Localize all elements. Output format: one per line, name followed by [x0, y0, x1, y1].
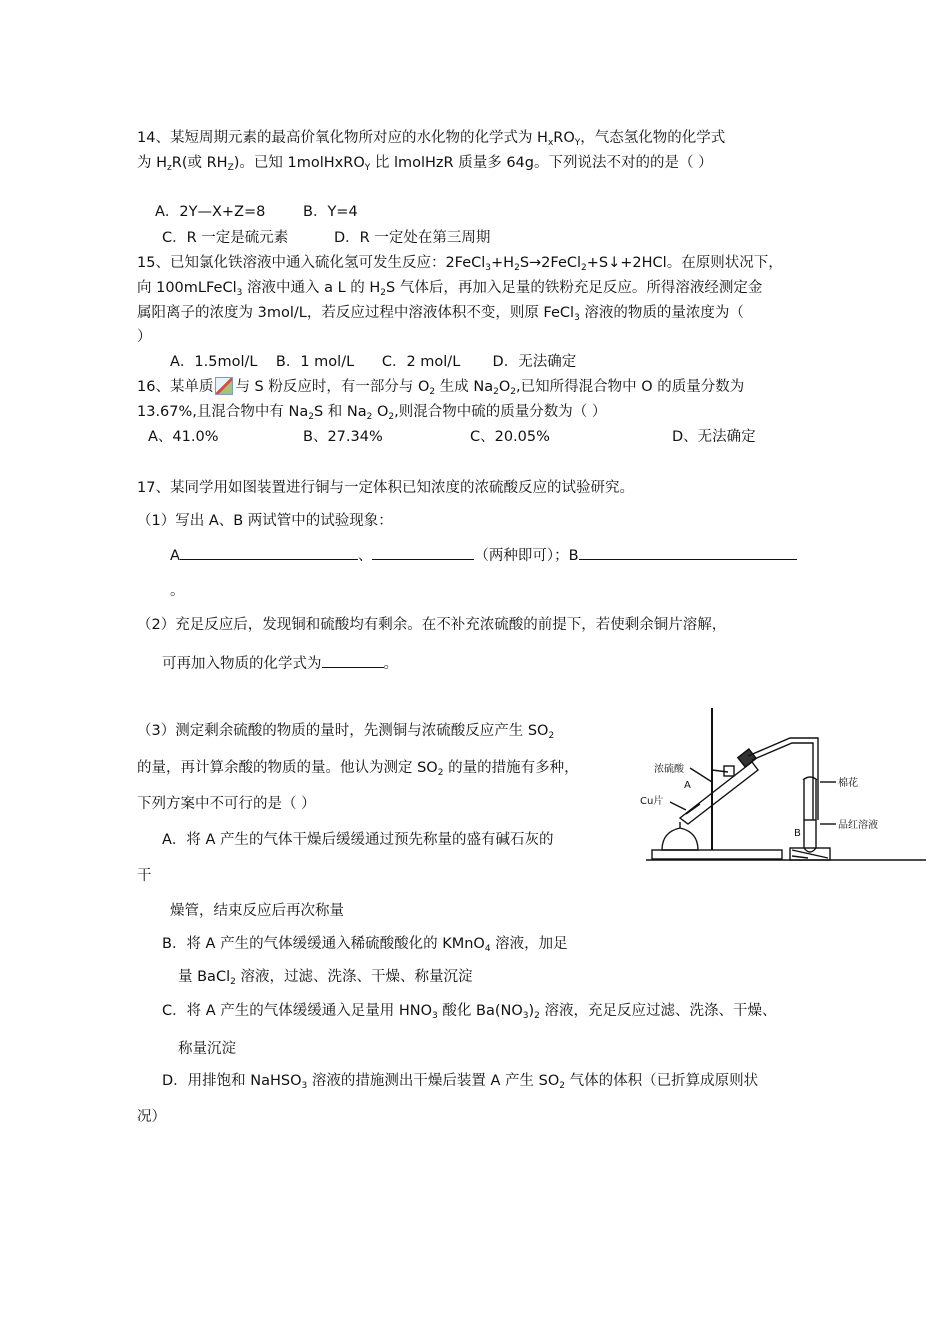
q17-option-b-line1: B．将 A 产生的气体缓缓通入稀硫酸酸化的 KMnO$_4$ 溶液，加足: [162, 936, 568, 954]
q17-option-d-line2: 况）: [137, 1109, 166, 1125]
test-tube-b: [804, 780, 816, 852]
q17-part1: （1）写出 A、B 两试管中的试验现象：: [137, 513, 393, 529]
answer-blank-a1[interactable]: [180, 544, 358, 560]
q16-option-c: C、20.05%: [470, 429, 550, 445]
q17-part3-line1: （3）测定剩余硫酸的物质的量时，先测铜与浓硫酸反应产生 $SO_2$: [137, 723, 555, 741]
answer-blank-b[interactable]: [579, 544, 797, 560]
q17-option-b-line2: 量 BaCl$_2$ 溶液，过滤、洗涤、干燥、称量沉淀: [178, 969, 473, 987]
label-cotton: 棉花: [838, 778, 858, 789]
q16-line1: 16、某单质 与 S 粉反应时，有一部分与 $O_2$ 生成 $Na_2O_2$,已知所得混合物中 O 的质量分数为: [137, 379, 745, 397]
q16-option-a: A、41.0%: [148, 429, 219, 445]
label-b: B: [794, 828, 801, 839]
label-a: A: [684, 780, 691, 791]
label-cu: Cu片: [640, 796, 664, 807]
q17-part1-answer-line: A 、 （两种即可）；B: [170, 544, 797, 566]
answer-blank-formula[interactable]: [322, 652, 384, 668]
apparatus-diagram: [640, 700, 930, 865]
q15-line3: 属阳离子的浓度为 3mol/L，若反应过程中溶液体积不变，则原 FeCl$_3$ 溶液的物质的量浓度为（: [137, 305, 744, 323]
q15-line2: 向 100mLFeCl$_3$ 溶液中通入 a L 的 $H_2S$ 气体后，再加入足量的铁粉充足反应。所得溶液经测定金: [137, 280, 763, 298]
broken-image-icon: [215, 377, 233, 395]
q14-line1: 14、某短周期元素的最高价氧化物所对应的水化物的化学式为 $H_xRO_Y$，气态氢化物的化学式: [137, 130, 726, 148]
q17-option-c-line1: C．将 A 产生的气体缓缓通入足量用 $HNO_3$ 酸化 $Ba(NO_3)_2$ 溶液，充足反应过滤、洗涤、干燥、: [162, 1003, 777, 1021]
q15-options: A．1.5mol/L B．1 mol/L C．2 mol/L D．无法确定: [170, 354, 577, 370]
q17-part1-end: 。: [170, 583, 185, 599]
label-solution: 品红溶液: [838, 820, 878, 831]
q16-line2: 13.67%,且混合物中有 $Na_2S$ 和 $Na_2$ $O_2$,则混合物中硫的质量分数为（ ）: [137, 404, 607, 422]
alcohol-lamp: [662, 828, 698, 850]
q16-option-b: B、27.34%: [303, 429, 383, 445]
stand-base: [652, 850, 782, 859]
label-acid: 浓硫酸: [654, 764, 684, 775]
q17-option-a-line1: A．将 A 产生的气体干燥后缓缓通过预先称量的盛有碱石灰的: [162, 832, 554, 848]
q14-option-d: D．R 一定处在第三周期: [334, 230, 491, 246]
q17-part3-line2: 的量，再计算余酸的物质的量。他认为测定 $SO_2$ 的量的措施有多种，: [137, 760, 579, 778]
q17-option-c-line2: 称量沉淀: [178, 1041, 236, 1057]
q17-intro: 17、某同学用如图装置进行铜与一定体积已知浓度的浓硫酸反应的试验研究。: [137, 480, 634, 496]
q17-part2-line2: 可再加入物质的化学式为 。: [162, 652, 398, 674]
acid-level: [686, 804, 700, 814]
q17-part2-line1: （2）充足反应后，发现铜和硫酸均有剩余。在不补充浓硫酸的前提下，若使剩余铜片溶解，: [137, 617, 727, 633]
q17-option-d-line1: D．用排饱和 NaHSO$_3$ 溶液的措施测出干燥后装置 A 产生 $SO_2$ 气体的体积（已折算成原则状: [162, 1073, 759, 1091]
q16-option-d: D、无法确定: [672, 429, 756, 445]
q14-option-c: C．R 一定是硫元素: [162, 230, 289, 246]
q15-line4: ）: [137, 329, 152, 345]
answer-blank-a2[interactable]: [372, 544, 474, 560]
q17-part3-line3: 下列方案中不可行的是（ ）: [137, 796, 316, 812]
leader-acid: [690, 768, 712, 782]
q14-line2: 为 $H_zR$(或 $RH_Z$)。已知 1molHxRO$_Y$ 比 lmolHzR 质量多 64g。下列说法不对的的是（ ）: [137, 155, 713, 173]
q17-option-a-line2: 燥管，结束反应后再次称量: [170, 903, 344, 919]
leader-cu: [670, 802, 686, 810]
q14-option-a: A．2Y—X+Z=8: [155, 204, 266, 220]
q17-option-a-wrap: 干: [137, 868, 152, 884]
clamp-arm: [712, 770, 728, 772]
block-hatch-2: [792, 856, 808, 858]
q15-line1: 15、已知氯化铁溶液中通入硫化氢可发生反应：$2FeCl_3+H_2S\to 2FeCl_2+S↓+2HCl$。在原则状况下，: [137, 255, 783, 273]
cotton-plug: [803, 777, 817, 780]
delivery-tube-outer: [748, 738, 818, 820]
q14-option-b: B．Y=4: [303, 204, 358, 220]
